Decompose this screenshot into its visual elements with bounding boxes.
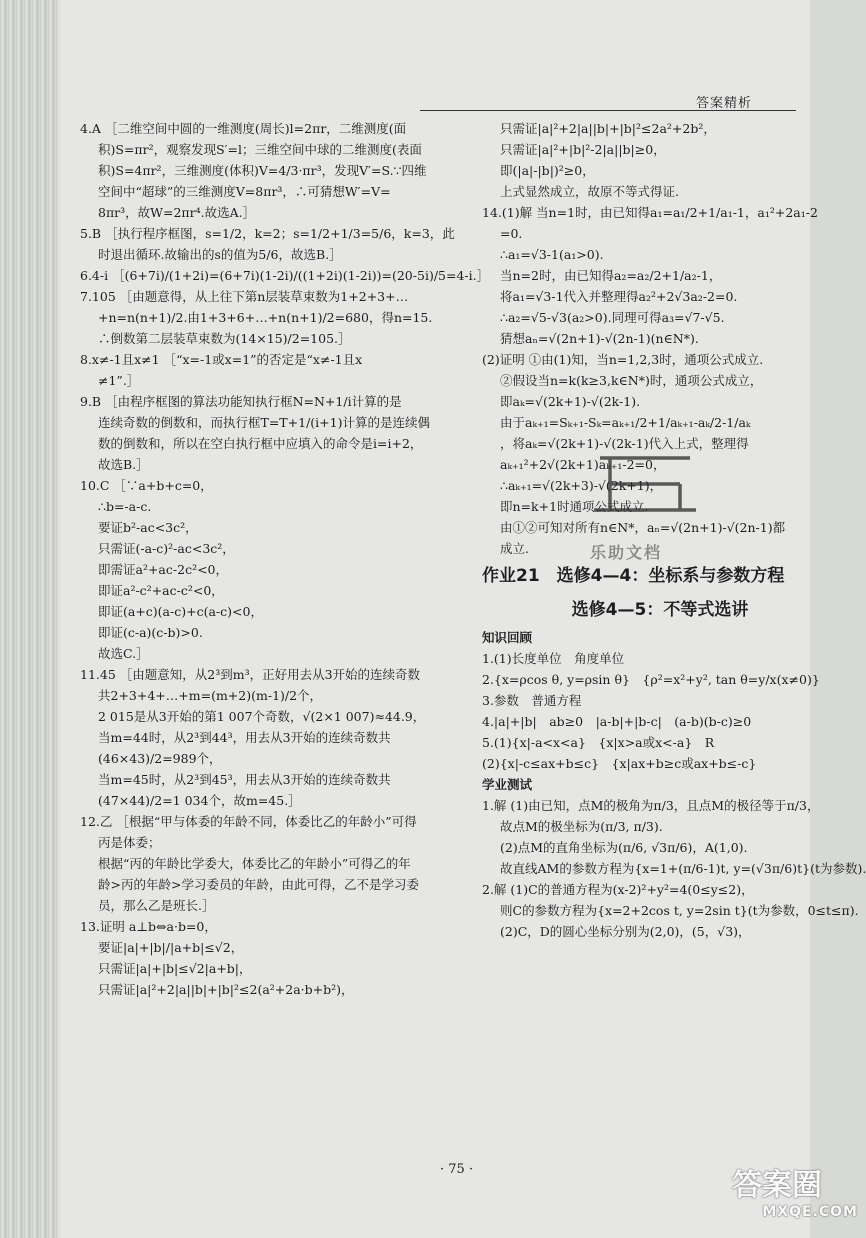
- answer-line: ∴a₁=√3-1(a₁>0).: [500, 247, 604, 262]
- answer-line: 10.C ［∵a+b+c=0，: [80, 478, 213, 493]
- test-lines: [482, 795, 866, 942]
- answer-line: 只需证|a|²+|b|²-2|a||b|≥0，: [500, 142, 666, 157]
- answer-line: 要证b²-ac<3c²，: [98, 520, 198, 535]
- test-line: (2)C，D的圆心坐标分别为(2,0)，(5，√3)，: [500, 924, 751, 939]
- answer-line: 由于aₖ₊₁=Sₖ₊₁-Sₖ=aₖ₊₁/2+1/aₖ₊₁-aₖ/2-1/aₖ: [500, 415, 751, 430]
- answer-line: 时退出循环.故输出的s的值为5/6，故选B.］: [98, 247, 342, 262]
- answer-line: =0.: [500, 226, 523, 241]
- answer-line: 连续奇数的倒数和，而执行框T=T+1/(i+1)计算的是连续偶: [98, 415, 430, 430]
- answer-line: 即n=k+1时通项公式成立.: [500, 499, 649, 514]
- answer-line: 数的倒数和，所以在空白执行框中应填入的命令是i=i+2，: [98, 436, 423, 451]
- corner-logo: [732, 1168, 862, 1234]
- answer-line: 6.4-i ［(6+7i)/(1+2i)=(6+7i)(1-2i)/((1+2i)(1-2i))=(20-5i)/5=4-i.］: [80, 268, 490, 283]
- answer-line: 猜想aₙ=√(2n+1)-√(2n-1)(n∈N*).: [500, 331, 699, 346]
- answer-line: 12.乙 ［根据“甲与体委的年龄不同，体委比乙的年龄小”可得: [80, 814, 417, 829]
- answer-line: 即证a²-c²+ac-c²<0，: [98, 583, 224, 598]
- answer-line: 8.x≠-1且x≠1 ［“x=-1或x=1”的否定是“x≠-1且x: [80, 352, 363, 367]
- answer-line: ②假设当n=k(k≥3,k∈N*)时，通项公式成立，: [500, 373, 763, 388]
- watermark-text: 乐助文档: [590, 543, 663, 562]
- answer-line: 只需证|a|+|b|≤√2|a+b|，: [98, 961, 252, 976]
- header-rule: [420, 110, 796, 111]
- answer-line: 即需证a²+ac-2c²<0，: [98, 562, 229, 577]
- answer-line: 根据“丙的年龄比学委大，体委比乙的年龄小”可得乙的年: [98, 856, 411, 871]
- answer-line: (2)证明 ①由(1)知，当n=1,2,3时，通项公式成立.: [482, 352, 764, 367]
- answer-line: 共2+3+4+…+m=(m+2)(m-1)/2个，: [98, 688, 323, 703]
- answer-page: [60, 0, 866, 1238]
- answer-line: 即aₖ=√(2k+1)-√(2k-1).: [500, 394, 641, 409]
- answer-line: 8πr³，故W=2πr⁴.故选A.］: [98, 205, 256, 220]
- answer-line: ∴倒数第二层装草束数为(14×15)/2=105.］: [98, 331, 351, 346]
- test-line: 故点M的极坐标为(π/3, π/3).: [500, 819, 663, 834]
- answer-line: (47×44)/2=1 034个，故m=45.］: [98, 793, 301, 808]
- answer-line: 13.证明 a⊥b⇔a·b=0，: [80, 919, 217, 934]
- corner-logo-sub: MXQE.COM: [762, 1204, 858, 1220]
- test-line: 则C的参数方程为{x=2+2cos t, y=2sin t}(t为参数，0≤t≤π).: [500, 903, 859, 918]
- left-column: [80, 118, 490, 1000]
- answer-line: 4.A ［二维空间中圆的一维测度(周长)l=2πr，二维测度(面: [80, 121, 407, 136]
- answer-line: 即(|a|-|b|)²≥0，: [500, 163, 595, 178]
- answer-line: 7.105 ［由题意得，从上往下第n层装草束数为1+2+3+…: [80, 289, 409, 304]
- answer-line: 11.45 ［由题意知，从2³到m³，正好用去从3开始的连续奇数: [80, 667, 421, 682]
- answer-line: 员，那么乙是班长.］: [98, 898, 215, 913]
- answer-line: 即证(c-a)(c-b)>0.: [98, 625, 203, 640]
- knowledge-line: 1.(1)长度单位 角度单位: [482, 651, 625, 666]
- answer-line: 当n=2时，由已知得a₂=a₂/2+1/a₂-1，: [500, 268, 722, 283]
- section-title-line1: 作业21 选修4—4：坐标系与参数方程: [482, 566, 785, 586]
- answer-line: 积)S=4πr²，三维测度(体积)V=4/3·πr³，发现V′=S.∵四维: [98, 163, 427, 178]
- answer-line: ∴a₂=√5-√3(a₂>0).同理可得a₃=√7-√5.: [500, 310, 725, 325]
- answer-line: 即证(a+c)(a-c)+c(a-c)<0，: [98, 604, 263, 619]
- knowledge-line: 5.(1){x|-a<x<a} {x|x>a或x<-a} R: [482, 735, 715, 750]
- knowledge-line: 4.|a|+|b| ab≥0 |a-b|+|b-c| (a-b)(b-c)≥0: [482, 714, 752, 729]
- test-line: 故直线AM的参数方程为{x=1+(π/6-1)t, y=(√3π/6)t}(t为参数).: [500, 861, 866, 876]
- answer-line: ≠1”.］: [98, 373, 140, 388]
- corner-logo-main: 答案圈: [732, 1168, 822, 1203]
- answer-line: aₖ₊₁²+2√(2k+1)aₖ₊₁-2=0，: [500, 457, 666, 472]
- answer-line: ，将aₖ=√(2k+1)-√(2k-1)代入上式，整理得: [500, 436, 749, 451]
- page-number: · 75 ·: [440, 1162, 474, 1177]
- test-line: 2.解 (1)C的普通方程为(x-2)²+y²=4(0≤y≤2)，: [482, 882, 754, 897]
- test-line: 1.解 (1)由已知，点M的极角为π/3，且点M的极径等于π/3，: [482, 798, 820, 813]
- answer-line: 成立.: [500, 541, 529, 556]
- answer-line: 丙是体委；: [98, 835, 161, 850]
- answer-line: 9.B ［由程序框图的算法功能知执行框N=N+1/i计算的是: [80, 394, 402, 409]
- answer-line: 要证|a|+|b|/|a+b|≤√2，: [98, 940, 244, 955]
- answer-line: 5.B ［执行程序框图，s=1/2，k=2；s=1/2+1/3=5/6，k=3，此: [80, 226, 455, 241]
- answer-line: 积)S=πr²，观察发现S′=l；三维空间中球的二维测度(表面: [98, 142, 422, 157]
- test-heading: 学业测试: [482, 777, 533, 792]
- answer-line: 上式显然成立，故原不等式得证.: [500, 184, 679, 199]
- answer-line: 只需证(-a-c)²-ac<3c²，: [98, 541, 235, 556]
- knowledge-line: 3.参数 普通方程: [482, 693, 582, 708]
- answer-line: +n=n(n+1)/2.由1+3+6+…+n(n+1)/2=680，得n=15.: [98, 310, 433, 325]
- answer-line: 当m=44时，从2³到44³，用去从3开始的连续奇数共: [98, 730, 391, 745]
- watermark-stamp-graphic: [590, 450, 700, 520]
- test-line: (2)点M的直角坐标为(π/6, √3π/6)，A(1,0).: [500, 840, 748, 855]
- answer-line: 14.(1)解 当n=1时，由已知得a₁=a₁/2+1/a₁-1，a₁²+2a₁-2: [482, 205, 818, 220]
- answer-line: 当m=45时，从2³到45³，用去从3开始的连续奇数共: [98, 772, 391, 787]
- knowledge-line: 2.{x=ρcos θ, y=ρsin θ} {ρ²=x²+y², tan θ=y/x(x≠0)}: [482, 672, 820, 687]
- answer-line: 空间中“超球”的三维测度V=8πr³，∴可猜想W′=V=: [98, 184, 391, 199]
- answer-line: 2 015是从3开始的第1 007个奇数，√(2×1 007)≈44.9，: [98, 709, 426, 724]
- answer-line: (46×43)/2=989个，: [98, 751, 222, 766]
- answer-line: ∴aₖ₊₁=√(2k+3)-√(2k+1)，: [500, 478, 663, 493]
- knowledge-lines: [482, 648, 852, 774]
- knowledge-line: (2){x|-c≤ax+b≤c} {x|ax+b≥c或ax+b≤-c}: [482, 756, 757, 771]
- answer-line: 故选B.］: [98, 457, 149, 472]
- answer-line: 只需证|a|²+2|a||b|+|b|²≤2a²+2b²，: [500, 121, 716, 136]
- header-label: 答案精析: [695, 96, 752, 111]
- answer-line: 龄>丙的年龄>学习委员的年龄，由此可得，乙不是学习委: [98, 877, 419, 892]
- answer-line: ∴b=-a-c.: [98, 499, 152, 514]
- answer-line: 由①②可知对所有n∈N*，aₙ=√(2n+1)-√(2n-1)都: [500, 520, 786, 535]
- answer-line: 故选C.］: [98, 646, 149, 661]
- answer-line: 只需证|a|²+2|a||b|+|b|²≤2(a²+2a·b+b²)，: [98, 982, 354, 997]
- answer-line: 将a₁=√3-1代入并整理得a₂²+2√3a₂-2=0.: [500, 289, 738, 304]
- section-title-line2: 选修4—5：不等式选讲: [571, 600, 749, 620]
- knowledge-heading: 知识回顾: [482, 630, 533, 645]
- right-column: [482, 118, 866, 942]
